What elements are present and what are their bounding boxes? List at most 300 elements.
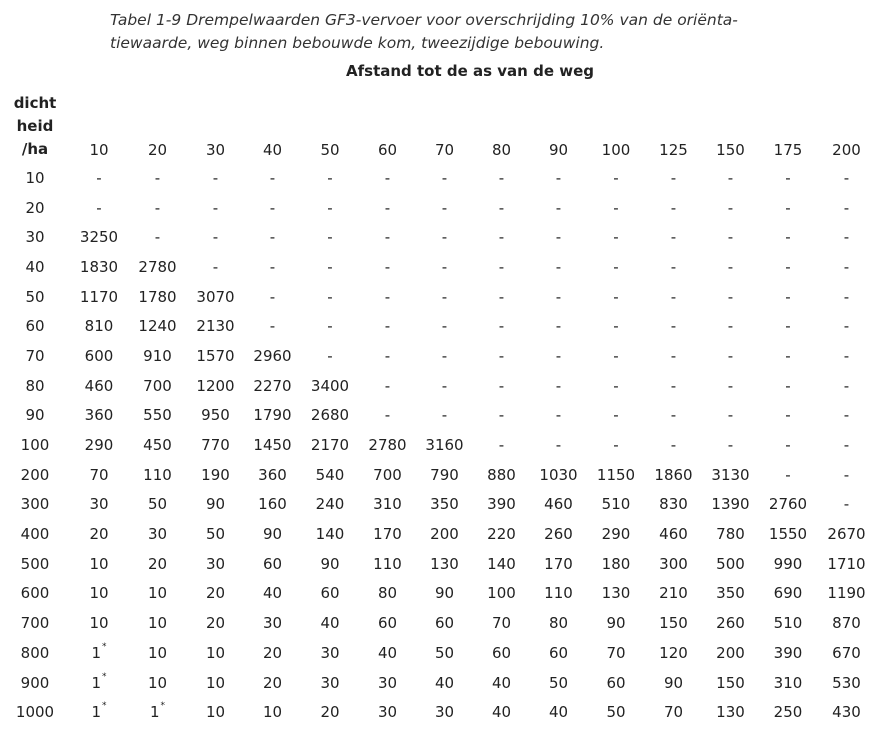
table-row [0, 430, 876, 460]
table-cell: 2130 [196, 317, 235, 336]
table-cell: 20 [262, 673, 283, 692]
table-cell: - [555, 376, 562, 395]
table-cell: 60 [548, 643, 569, 662]
table-cell: 910 [143, 346, 172, 365]
table-cell: - [613, 168, 619, 187]
table-cell: 990 [773, 554, 803, 573]
table-cell: - [498, 168, 505, 187]
table-cell: - [327, 168, 333, 187]
table-cell: - [384, 198, 391, 217]
row-header-line-1: dicht [13, 94, 57, 112]
table-cell: 1780 [138, 287, 177, 306]
table-cell: - [613, 198, 619, 217]
table-cell: 240 [315, 495, 345, 514]
table-cell: - [555, 287, 562, 306]
table-cell: - [441, 257, 448, 276]
table-cell: 110 [143, 465, 172, 484]
table-cell: 2170 [310, 436, 350, 455]
table-cell: 550 [143, 406, 172, 425]
row-header-line-3: /ha [21, 140, 49, 158]
table-cell: - [327, 198, 333, 217]
table-cell: 110 [373, 554, 402, 573]
column-header-50: 50 [320, 141, 340, 159]
table-cell: 80 [548, 614, 569, 633]
table-row [0, 490, 876, 520]
table-cell: - [785, 287, 791, 306]
table-cell: 40 [434, 673, 455, 692]
table-cell: 700 [373, 465, 402, 484]
table-cell: - [843, 287, 850, 306]
table-cell: - [441, 287, 448, 306]
table-row [0, 163, 876, 193]
table-cell: 300 [659, 554, 688, 573]
table-cell: 1150 [596, 465, 636, 484]
table-cell: - [555, 436, 562, 455]
table-cell: 120 [659, 643, 688, 662]
table-cell: 140 [487, 554, 516, 573]
table-cell: 2760 [768, 495, 808, 514]
table-cell: 20 [205, 614, 226, 633]
table-cell: 60 [491, 643, 512, 662]
table-cell: - [384, 257, 391, 276]
table-row [0, 549, 876, 579]
table-cell: - [269, 228, 276, 247]
table-cell: - [212, 257, 219, 276]
table-cell: 260 [544, 525, 573, 544]
table-cell: 2270 [253, 376, 292, 395]
table-cell: - [327, 257, 333, 276]
table-cell: 1* [91, 701, 107, 722]
table-cell: - [154, 168, 161, 187]
table-cell: 60 [320, 584, 340, 603]
footnote-asterisk: * [102, 641, 107, 652]
table-cell: 10 [205, 673, 226, 692]
table-cell: 200 [430, 525, 459, 544]
table-cell: 10 [147, 614, 168, 633]
table-cell: - [498, 376, 505, 395]
table-cell: 880 [487, 465, 516, 484]
table-cell: - [498, 198, 505, 217]
table-cell: - [727, 168, 734, 187]
table-row [0, 668, 876, 698]
table-cell: - [212, 168, 219, 187]
table-cell: 40 [262, 584, 283, 603]
table-cell: - [843, 495, 850, 514]
table-cell: 60 [262, 554, 283, 573]
table-cell: 1200 [196, 376, 235, 395]
column-header-125: 125 [659, 141, 688, 159]
table-cell: 90 [262, 525, 283, 544]
table-cell: - [384, 406, 391, 425]
table-cell: 460 [544, 495, 573, 514]
table-cell: 30 [205, 554, 226, 573]
table-cell: - [843, 257, 850, 276]
table-cell: - [670, 376, 677, 395]
table-cell: 360 [258, 465, 287, 484]
table-cell: 290 [84, 436, 114, 455]
table-cell: 360 [84, 406, 114, 425]
table-cell: - [384, 287, 391, 306]
table-cell: 10 [147, 584, 168, 603]
table-cell: 50 [548, 673, 569, 692]
row-label: 60 [25, 317, 45, 336]
table-cell: - [670, 406, 677, 425]
table-caption [110, 9, 850, 55]
table-cell: 70 [606, 643, 626, 662]
table-cell: - [785, 436, 791, 455]
table-cell: - [727, 228, 734, 247]
table-cell: 3070 [196, 287, 235, 306]
table-cell: 1030 [539, 465, 578, 484]
table-cell: 290 [601, 525, 631, 544]
table-row [0, 460, 876, 490]
column-header-30: 30 [205, 141, 226, 159]
table-cell: - [498, 228, 505, 247]
table-cell: 30 [377, 673, 398, 692]
table-cell: 30 [320, 643, 340, 662]
column-header-40: 40 [262, 141, 283, 159]
table-cell: 40 [491, 703, 512, 722]
table-cell: - [327, 346, 333, 365]
table-cell: - [613, 228, 619, 247]
table-cell: 1* [91, 641, 107, 662]
table-cell: - [269, 168, 276, 187]
table-cell: 80 [377, 584, 398, 603]
caption-line-2: tiewaarde, weg binnen bebouwde kom, tweezijdige bebouwing. [110, 34, 605, 52]
table-cell: - [154, 228, 161, 247]
table-cell: 1860 [654, 465, 693, 484]
table-cell: 130 [716, 703, 745, 722]
row-label: 600 [20, 584, 50, 603]
table-cell: - [727, 257, 734, 276]
table-cell: 3400 [310, 376, 350, 395]
table-cell: - [498, 257, 505, 276]
footnote-asterisk: * [102, 671, 107, 682]
threshold-table [0, 137, 876, 727]
table-cell: 460 [659, 525, 688, 544]
table-cell: 510 [601, 495, 631, 514]
table-cell: 40 [491, 673, 512, 692]
table-cell: 1170 [79, 287, 119, 306]
table-cell: 70 [89, 465, 109, 484]
table-cell: 2780 [368, 436, 407, 455]
table-cell: - [498, 287, 505, 306]
table-cell: 510 [773, 614, 803, 633]
table-cell: 780 [716, 525, 745, 544]
table-row [0, 282, 876, 312]
table-cell: - [441, 346, 448, 365]
table-cell: 20 [320, 703, 340, 722]
table-cell: - [154, 198, 161, 217]
table-cell: - [843, 436, 850, 455]
column-group-label: Afstand tot de as van de weg [346, 62, 594, 80]
row-label: 100 [20, 436, 50, 455]
table-cell: - [441, 228, 448, 247]
table-cell: 50 [205, 525, 226, 544]
table-cell: 90 [434, 584, 455, 603]
table-cell: 30 [147, 525, 168, 544]
table-cell: - [384, 346, 391, 365]
table-cell: 180 [601, 554, 631, 573]
table-cell: 130 [601, 584, 631, 603]
table-cell: 1240 [138, 317, 177, 336]
table-cell: 1190 [827, 584, 866, 603]
table-cell: 1790 [253, 406, 292, 425]
table-cell: 450 [143, 436, 172, 455]
table-cell: - [384, 376, 391, 395]
table-cell: - [441, 168, 448, 187]
table-cell: - [384, 228, 391, 247]
row-label: 400 [20, 525, 50, 544]
table-cell: 1* [149, 701, 166, 722]
table-cell: - [269, 257, 276, 276]
row-label: 500 [20, 554, 50, 573]
row-label: 80 [25, 376, 45, 395]
table-cell: - [613, 436, 619, 455]
table-cell: 690 [773, 584, 803, 603]
corner-cell [0, 137, 70, 163]
table-cell: - [727, 317, 734, 336]
table-cell: 50 [434, 643, 455, 662]
table-cell: 390 [487, 495, 516, 514]
table-row [0, 579, 876, 609]
table-cell: 10 [89, 614, 109, 633]
table-cell: - [727, 346, 734, 365]
table-cell: 30 [262, 614, 283, 633]
table-cell: 2780 [138, 257, 177, 276]
table-cell: 50 [606, 703, 626, 722]
table-body [0, 163, 876, 727]
column-header-90: 90 [548, 141, 569, 159]
table-cell: - [384, 317, 391, 336]
table-row [0, 311, 876, 341]
table-cell: 310 [373, 495, 402, 514]
row-label: 800 [20, 643, 50, 662]
table-cell: - [613, 287, 619, 306]
table-cell: 210 [659, 584, 688, 603]
table-cell: 540 [315, 465, 345, 484]
table-cell: 700 [143, 376, 172, 395]
column-header-150: 150 [716, 141, 745, 159]
table-row [0, 519, 876, 549]
table-cell: 870 [832, 614, 861, 633]
table-cell: 1450 [253, 436, 292, 455]
table-cell: - [785, 406, 791, 425]
table-cell: 260 [716, 614, 745, 633]
table-cell: 60 [434, 614, 455, 633]
table-cell: - [441, 317, 448, 336]
table-cell: 390 [773, 643, 803, 662]
table-cell: 810 [84, 317, 114, 336]
table-cell: 30 [89, 495, 109, 514]
column-header-10: 10 [89, 141, 109, 159]
table-cell: 30 [377, 703, 398, 722]
table-cell: 170 [373, 525, 402, 544]
table-cell: - [498, 436, 505, 455]
table-cell: - [785, 198, 791, 217]
table-cell: 70 [663, 703, 684, 722]
table-cell: 3250 [79, 228, 119, 247]
table-cell: - [327, 317, 333, 336]
column-header-100: 100 [601, 141, 631, 159]
table-cell: 350 [430, 495, 459, 514]
table-row [0, 193, 876, 223]
table-cell: - [785, 168, 791, 187]
table-cell: 30 [320, 673, 340, 692]
table-cell: - [670, 228, 677, 247]
table-cell: 90 [205, 495, 226, 514]
column-header-175: 175 [773, 141, 803, 159]
footnote-asterisk: * [160, 701, 166, 712]
table-cell: 130 [430, 554, 459, 573]
table-cell: 90 [663, 673, 684, 692]
table-cell: - [843, 465, 850, 484]
table-cell: 250 [773, 703, 803, 722]
table-cell: - [785, 465, 791, 484]
row-header-line-2: heid [16, 117, 54, 135]
table-cell: 70 [491, 614, 512, 633]
row-label: 30 [25, 228, 45, 247]
table-cell: - [269, 198, 276, 217]
table-cell: 310 [773, 673, 803, 692]
table-cell: - [269, 287, 276, 306]
row-label: 90 [25, 406, 45, 425]
table-cell: 100 [487, 584, 516, 603]
table-cell: - [727, 287, 734, 306]
table-cell: - [843, 317, 850, 336]
table-cell: 10 [147, 673, 168, 692]
table-cell: 190 [201, 465, 230, 484]
footnote-asterisk: * [102, 701, 107, 712]
table-cell: - [327, 287, 333, 306]
table-cell: - [555, 198, 562, 217]
table-row [0, 341, 876, 371]
table-cell: 530 [832, 673, 861, 692]
table-cell: - [269, 317, 276, 336]
table-cell: 10 [89, 584, 109, 603]
table-cell: 140 [315, 525, 345, 544]
table-row [0, 371, 876, 401]
table-cell: - [670, 168, 677, 187]
table-cell: - [441, 406, 448, 425]
row-label: 40 [25, 257, 45, 276]
table-row [0, 222, 876, 252]
table-cell: - [613, 317, 619, 336]
table-cell: - [843, 376, 850, 395]
table-cell: 200 [716, 643, 745, 662]
table-cell: 60 [377, 614, 398, 633]
table-cell: 150 [716, 673, 745, 692]
table-cell: 430 [832, 703, 861, 722]
table-cell: - [727, 376, 734, 395]
table-cell: - [441, 376, 448, 395]
table-cell: 670 [832, 643, 861, 662]
table-cell: - [670, 257, 677, 276]
table-cell: - [212, 198, 219, 217]
table-cell: - [498, 317, 505, 336]
table-cell: - [843, 406, 850, 425]
column-header-60: 60 [377, 141, 398, 159]
table-cell: - [785, 346, 791, 365]
table-cell: - [727, 198, 734, 217]
table-cell: 20 [147, 554, 168, 573]
row-label: 700 [20, 614, 50, 633]
table-cell: - [613, 406, 619, 425]
table-cell: - [670, 436, 677, 455]
row-label: 200 [20, 465, 50, 484]
table-cell: - [555, 406, 562, 425]
table-cell: - [843, 346, 850, 365]
table-cell: 90 [606, 614, 626, 633]
column-header-70: 70 [434, 141, 455, 159]
table-cell: - [727, 406, 734, 425]
table-cell: 2680 [310, 406, 350, 425]
row-label: 10 [25, 168, 45, 187]
table-cell: 40 [548, 703, 569, 722]
table-cell: - [327, 228, 333, 247]
table-cell: - [785, 376, 791, 395]
table-cell: - [670, 198, 677, 217]
table-cell: - [613, 346, 619, 365]
table-cell: 60 [606, 673, 626, 692]
column-header-20: 20 [147, 141, 168, 159]
table-cell: - [555, 257, 562, 276]
row-label: 50 [25, 287, 45, 306]
column-header-row [0, 137, 876, 163]
row-label: 1000 [15, 703, 55, 722]
table-cell: 40 [320, 614, 340, 633]
table-cell: - [727, 436, 734, 455]
table-cell: - [555, 346, 562, 365]
table-cell: 830 [659, 495, 688, 514]
table-cell: 50 [147, 495, 168, 514]
table-cell: - [785, 228, 791, 247]
table-cell: - [843, 168, 850, 187]
table-cell: 600 [84, 346, 114, 365]
table-cell: - [555, 168, 562, 187]
table-cell: 20 [89, 525, 109, 544]
table-cell: 500 [716, 554, 745, 573]
table-cell: 770 [201, 436, 230, 455]
column-header-200: 200 [832, 141, 861, 159]
table-cell: 1830 [79, 257, 119, 276]
table-cell: - [96, 198, 102, 217]
table-cell: - [843, 228, 850, 247]
table-cell: - [613, 257, 619, 276]
table-row [0, 401, 876, 431]
table-cell: - [212, 228, 219, 247]
table-cell: 460 [84, 376, 114, 395]
column-header-80: 80 [491, 141, 512, 159]
table-cell: 2670 [827, 525, 866, 544]
table-cell: 160 [258, 495, 287, 514]
table-cell: - [785, 257, 791, 276]
table-cell: 790 [430, 465, 459, 484]
table-cell: - [613, 376, 619, 395]
row-label: 20 [25, 198, 45, 217]
table-cell: 10 [205, 643, 226, 662]
table-cell: 2960 [253, 346, 292, 365]
table-cell: 10 [205, 703, 226, 722]
table-cell: - [670, 287, 677, 306]
table-cell: - [670, 317, 677, 336]
table-row [0, 608, 876, 638]
table-cell: - [441, 198, 448, 217]
table-cell: 20 [262, 643, 283, 662]
table-cell: 1390 [711, 495, 750, 514]
table-cell: 950 [201, 406, 230, 425]
table-cell: 3160 [425, 436, 464, 455]
